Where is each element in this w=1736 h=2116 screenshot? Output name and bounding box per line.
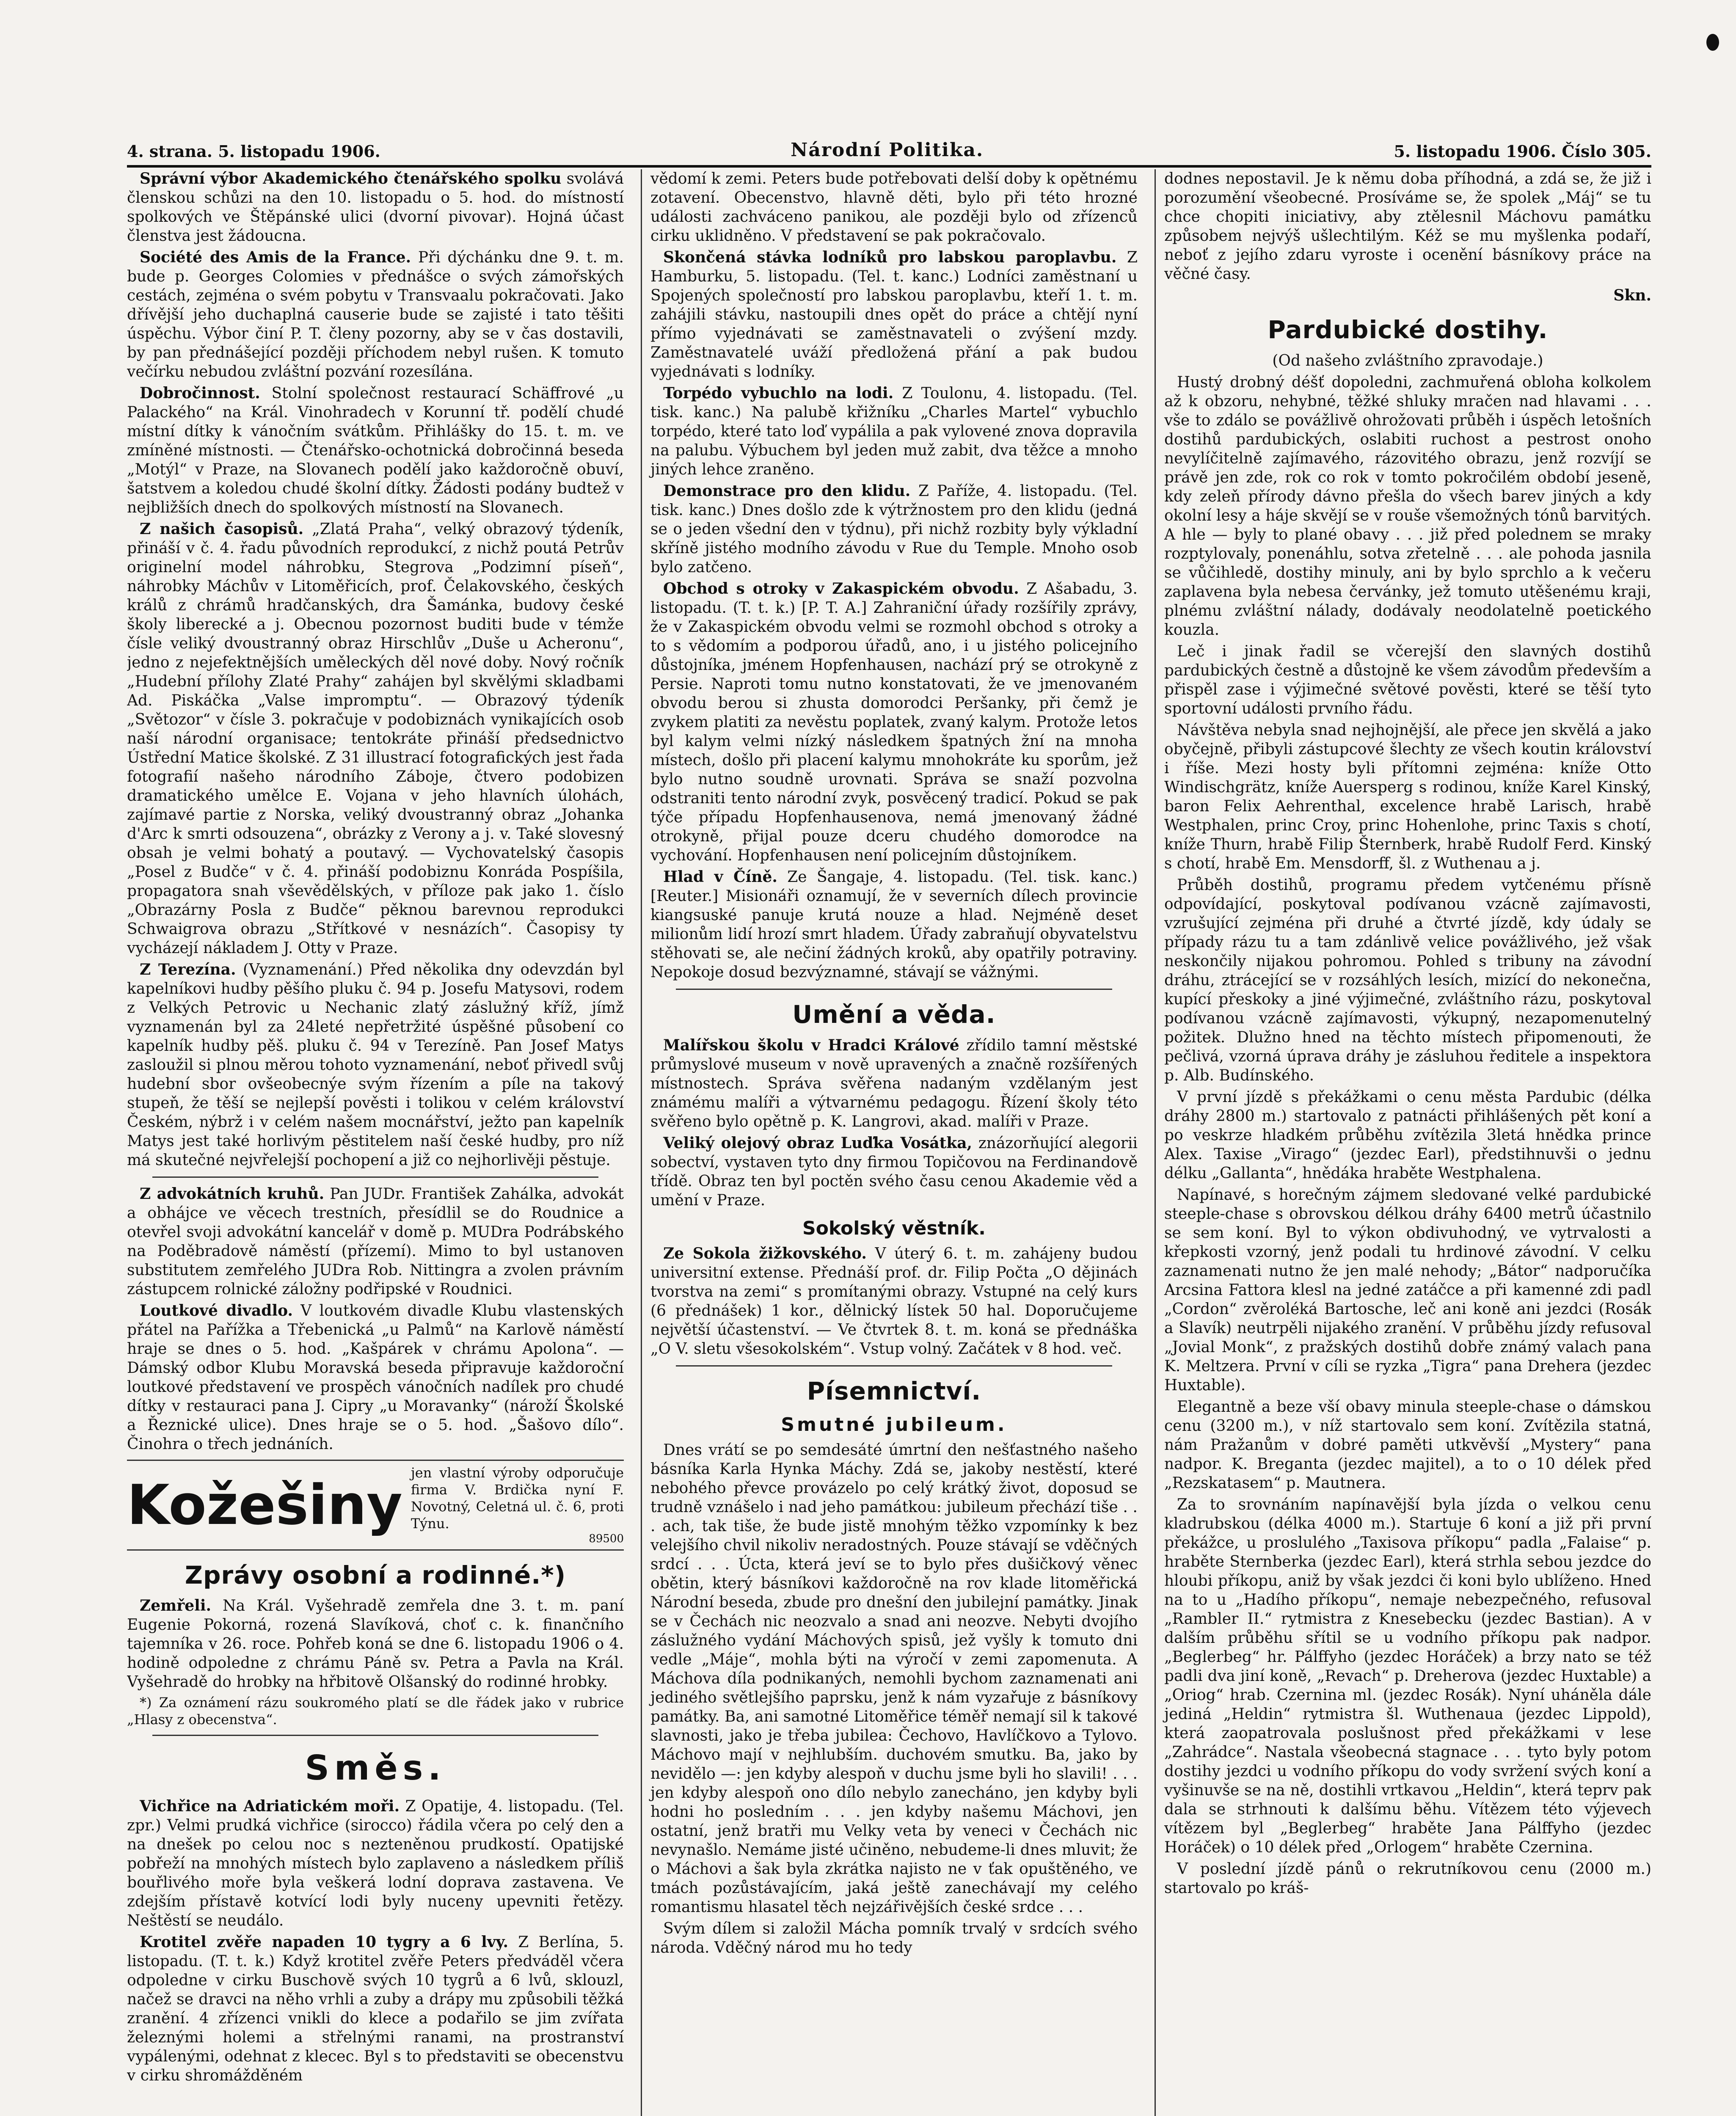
- divider: [152, 1176, 598, 1178]
- header-right: 5. listopadu 1906. Číslo 305.: [1394, 142, 1651, 161]
- article: Zemřeli. Na Král. Vyšehradě zemřela dne 3. t. m. paní Eugenie Pokorná, rozená Slavíková, choť c. k. finančního tajemníka v 26. roce. Pohřeb koná se dne 6. listopadu 1906 o 4. hodině odpoledne z chrámu Páně sv. Petra a Pavla na Král. Vyšehradě do hrobky na hřbitově Olšanský do rodinné hrobky.: [127, 1597, 624, 1691]
- article: Za to srovnáním napínavější byla jízda o velkou cenu kladrubskou (délka 4000 m.). Startuje 6 koní a již při první překážce, u proslulého „Taxisova příkopu“ padla „Falaise“ p. hraběte Sternberka (jezdec Earl), která strhla sebou jezdce do hloubi příkopu, aniž by však jezdci či koni bylo ublíženo. Hned na to u „Hadího příkopu“, nemaje nebezpečného, refusoval „Rambler II.“ rytmistra z Knesebecku (jezdec Bastian). A v dalším průběhu sřítil se u vodního příkopu pak nadpor. „Beglerbeg“ hr. Pálffyho (jezdec Horáček) a brzy nato se též padli dva jiní koně, „Revach“ p. Dreherova (jezdec Huxtable) a „Oriog“ hrab. Czernina ml. (jezdec Rosák). Nyní uháněla dále jediná „Heldin“ rytmistra šl. Wuthenaua (jezdec Lippold), která zaopatrovala poslušnost před překážkami v lese „Zahrádce“. Nastala všeobecná stagnace . . . tyto byly potom dostihy jezdci u vodního příkopu do vody svržení svých koní a vyšinuvše se na ně, dostihli vrtkavou „Heldin“, která teprv pak dala se strhnouti k dalšímu běhu. Vítězem této výjevech vítězem byl „Beglerbeg“ hraběte Jana Pálffyho (jezdec Horáček) o 10 délek před „Orlogem“ hraběte Czernina.: [1164, 1496, 1651, 1856]
- signature: Skn.: [1613, 287, 1651, 304]
- section-heading: Sokolský věstník.: [802, 1217, 986, 1239]
- article: Krotitel zvěře napaden 10 tygry a 6 lvy. Z Berlína, 5. listopadu. (T. t. k.) Když krotitel zvěře Peters předváděl včera odpoledne v cirku Buschově svých 10 tygrů a 6 lvů, sklouzl, načež se dravci na něho vrhli a zuby a drápy mu způsobili těžká zranění. 4 zřízenci vnikli do klece a podařilo se jim zvířata železnými holemi a střelnými ranami, na prostranství vypálenými, odehnat z klecec. Byl s to představiti se obecenstvu v cirku shromážděném: [127, 1933, 624, 2084]
- article: Z Terezína. (Vyznamenání.) Před několika dny odevzdán byl kapelníkovi hudby pěšího pluku č. 94 p. Josefu Matysovi, rodem z Velkých Petrovic u Nechanic zlatý záslužný kříž, jímž vyznamenán byl za 24leté nepřetržité úspěšné působení co kapelník hudby pěš. pluku č. 94 v Terezíně. Pan Josef Matys zasloužil si plnou měrou tohoto vyznamenání, neboť přivedl svůj hudební sbor ovšeobecnýe svým řízením a píle na takový stupeň, že těší se nejlepší pověsti i tolikou v celém království Českém, nýbrž i v celém našem mocnářství, ježto pan kapelník Matys jest také horlivým pěstitelem naší české hudby, pro níž má skutečné nejvřelejší pochopení a již co nejhorlivěji pěstuje.: [127, 961, 624, 1169]
- article: Dobročinnost. Stolní společnost restaurací Schäffrové „u Palackého“ na Král. Vinohradech v Korunní tř. podělí chudé místní dítky k vánočním svátkům. Přihlášky do 15. t. m. ve zmíněné místnosti. — Čtenářsko-ochotnická dobročinná beseda „Motýl“ v Praze, na Slovanech podělí jako každoročně obuví, šatstvem a koledou chudé školní dítky. Žádosti podány budtež v nejbližších dnech do spolkových místností na Slovanech.: [127, 384, 624, 516]
- footnote: *) Za oznámení rázu soukromého platí se dle řádek jako v rubrice „Hlasy z obecenstva“.: [127, 1694, 624, 1728]
- advertisement: [127, 1460, 624, 1551]
- article: Z našich časopisů. „Zlatá Praha“, velký obrazový týdeník, přináší v č. 4. řadu původních reprodukcí, z nichž poutá Petrův originelní model náhrobku, Stegrova „Podzimní píseň“, náhrobky Máchův v Litoměřicích, prof. Čelakovského, českých králů z chrámů hradčanských, dra Šamánka, budovy české školy liberecké a j. Obecnou pozornost buditi bude v témže čísle veliký dvoustranný obraz Hirschlův „Duše u Acheronu“, jedno z nejefektnějších uměleckých děl nové doby. Nový ročník „Hudební přílohy Zlaté Prahy“ zahájen byl skvělými skladbami Ad. Piskáčka „Valse impromptu“. — Obrazový týdeník „Světozor“ v čísle 3. pokračuje v podobiznách vynikajících osob naší národní organisace; tentokráte přináší předsednictvo Ústřední Matice školské. Z 31 illustrací fotografických jest řada fotografií našeho národního Záboje, čtvero podobizen dramatického umělce E. Vojana v jeho hlavních úlohách, zajímavé partie z Norska, veliký dvoustranný obraz „Johanka d'Arc k smrti odsouzena“, obrázky z Verony a j. v. Také slovesný obsah je velmi bohatý a poutavý. — Vychovatelský časopis „Posel z Budče“ v č. 4. přináší podobiznu Konráda Pospíšila, propagatora snah vševědělských, v příloze pak jako 1. číslo „Obrazárny Posla z Budče“ pěknou barevnou reprodukci Schwaigrova obrazu „Střítkové v nesnázích“. Časopisy ty vycházejí nákladem J. Otty v Praze.: [127, 520, 624, 957]
- ad-number: 89500: [589, 1532, 624, 1545]
- article: vědomí k zemi. Peters bude potřebovati delší doby k opětnému zotavení. Obecenstvo, hlavně děti, bylo při této hrozné události zachváceno panikou, ale později bylo od zřízenců cirku uklidněno. V představení se pak pokračovalo.: [650, 170, 1138, 245]
- article: Skončená stávka lodníků pro labskou paroplavbu. Z Hamburku, 5. listopadu. (Tel. t. kanc.) Lodníci zaměstnaní u Spojených společností pro labskou paroplavbu, kteří 1. t. m. zahájili stávku, nastoupili dnes opět do práce a chtějí nyní přímo vyjednávati se zaměstnavateli o zvýšení mzdy. Zaměstnavatelé uváží předložená přání a pak budou vyjednávati s lodníky.: [650, 248, 1138, 380]
- section-heading: Písemnictví.: [807, 1376, 981, 1405]
- article-title: Smutné jubileum.: [781, 1414, 1007, 1435]
- columns: [127, 169, 1651, 2116]
- column-1: [127, 169, 624, 2116]
- divider: [676, 989, 1112, 990]
- article: Veliký olejový obraz Luďka Vosátka, znázorňující alegorii sobectví, vystaven tyto dny firmou Topičovou na Ferdinandově třídě. Obraz ten byl poctěn svého času cenou Akademie věd a umění v Praze.: [650, 1134, 1138, 1209]
- ad-headline: Kožešiny: [127, 1473, 402, 1537]
- article: V poslední jízdě pánů o rekrutníkovou cenu (2000 m.) startovalo po kráš-: [1164, 1860, 1651, 1897]
- article: Hlad v Číně. Ze Šangaje, 4. listopadu. (Tel. tisk. kanc.) [Reuter.] Misionáři oznamují, že v severních dílech provincie kiangsuské panuje krutá nouze a hlad. Nejméně deset milionům lidí hrozí smrt hladem. Úřady zabraňují obyvatelstvu stěhovati se, ale nečiní žádných kroků, aby opatřily potraviny. Nepokoje dosud bezvýznamné, stávají se vážnými.: [650, 868, 1138, 981]
- article: Elegantně a beze vší obavy minula steeple-chase o dámskou cenu (3200 m.), v níž startovalo sem koní. Zvítězila statná, nám Pražanům v dobré paměti utkvěvší „Mystery“ pana nadpor. K. Breganta (jezdec majitel), a to o 10 délek před „Rezskatasem“ p. Mautnera.: [1164, 1398, 1651, 1492]
- article: Demonstrace pro den klidu. Z Paříže, 4. listopadu. (Tel. tisk. kanc.) Dnes došlo zde k výtržnostem pro den klidu (jedná se o jeden všední den v týdnu), při nichž rozbity byly výkladní skříně jistého modního závodu v Rue du Temple. Mnoho osob bylo zatčeno.: [650, 482, 1138, 576]
- section-heading: Zprávy osobní a rodinné.*): [185, 1560, 566, 1590]
- article: Svým dílem si založil Mácha pomník trvalý v srdcích svého národa. Vděčný národ mu ho tedy: [650, 1920, 1138, 1956]
- ink-speck: [1706, 34, 1719, 51]
- divider: [152, 1735, 598, 1736]
- article: V první jízdě s překážkami o cenu města Pardubic (délka dráhy 2800 m.) startovalo z patnácti přihlášených pět koní a po veskrze hladkém průběhu zvítězila 3letá hnědka prince Alex. Taxise „Virago“ (jezdec Earl), předstihnuvši o jednu délku „Gallanta“, hnědáka hraběte Westphalena.: [1164, 1088, 1651, 1182]
- ad-text: jen vlastní výroby odporučuje firma V. Brdička nyní F. Novotný, Celetná ul. č. 6, proti Týnu. 89500: [411, 1465, 624, 1545]
- article: Správní výbor Akademického čtenářského spolku svolává členskou schůzi na den 10. listopadu o 5. hod. do místností spolkových ve Štěpánské ulici (dvorní pivovar). Hojná účast členstva jest žádoucna.: [127, 170, 624, 245]
- article: dodnes nepostavil. Je k němu doba příhodná, a zdá se, že již i porozumění všeobecné. Prosíváme se, že spolek „Máj“ se tu chce chopiti iniciativy, aby ztělesnil Máchovu památku způsobem nejvýš ušlechtilým. Kéž se mu myšlenka podaří, neboť z jejího zdaru vyroste i ocenění básníkovy práce na věčné časy.: [1164, 170, 1651, 283]
- article: Návštěva nebyla snad nejhojnější, ale přece jen skvělá a jako obyčejně, přibyli zástupcové šlechty ze všech koutin království i říše. Mezi hosty byli přítomni zejména: kníže Otto Windischgrätz, kníže Auersperg s rodinou, kníže Karel Kinský, baron Felix Aehrenthal, excelence hrabě Larisch, hrabě Westphalen, princ Croy, princ Hohenlohe, princ Taxis s chotí, kníže Thurn, hrabě Filip Šternberk, hrabě Rudolf Ferd. Kinský s chotí, hrabě Em. Mensdorff, šl. z Wuthenau a j.: [1164, 721, 1651, 872]
- article: Průběh dostihů, programu předem vytčenému přísně odpovídající, poskytoval podívanou vzácně zajímavosti, vzrušující zejména při druhé a čtvrté jízdě, kdy údaly se případy rázu tu a tam zdánlivě velice povážlivého, jež však neskončily nijakou pohromou. Pohled s tribuny na závodní dráhu, ztrácející se v rozsáhlých lesích, mizící do nekonečna, kupící přeskoky a jiné výjimečné, zvláštního rázu, poskytoval podívanou vzácně zajímavosti, výkupný, nezapomenutelný požitek. Dlužno hned na těchto místech připomenouti, že pečlivá, vzorná úprava dráhy je zásluhou ředitele a inspektora p. Alb. Budínského.: [1164, 876, 1651, 1084]
- article: Vichřice na Adriatickém moři. Z Opatije, 4. listopadu. (Tel. zpr.) Velmi prudká vichřice (sirocco) řádila včera po celý den a na dnešek po celou noc s nezteněnou prudkostí. Opatijské pobřeží na mnohých místech bylo zaplaveno a následkem příliš bouřlivého moře byla veškerá lodní doprava zastavena. Ve zdejším přístavě kotvící lodi byly nuceny upevniti řetězy. Neštěstí se neudálo.: [127, 1797, 624, 1929]
- article: Ze Sokola žižkovského. V úterý 6. t. m. zahájeny budou universitní extense. Přednáší prof. dr. Filip Počta „O dějinách tvorstva na zemi“ s promítanými obrazy. Vstupné na celý kurs (6 přednášek) 1 kor., dělnický lístek 50 hal. Doporučujeme největší účastenství. — Ve čtvrtek 8. t. m. koná se přednáška „O V. sletu všesokolském“. Vstup volný. Začátek v 8 hod. več.: [650, 1244, 1138, 1358]
- header-left: 4. strana. 5. listopadu 1906.: [127, 142, 380, 161]
- column-3: [1155, 169, 1651, 2116]
- page-header: [127, 127, 1651, 168]
- subheading: (Od našeho zvláštního zpravodaje.): [1272, 352, 1543, 369]
- article: Malířskou školu v Hradci Králové zřídilo tamní městské průmyslové museum v nově upravených a značně rozšířených místnostech. Správa svěřena nadaným vzdělaným jest známému malíři a výtvarnému pedagogu. Řízení školy této svěřeno bylo opětně p. K. Langrovi, akad. malíři v Praze.: [650, 1036, 1138, 1130]
- divider: [676, 1365, 1112, 1367]
- article: Loutkové divadlo. V loutkovém divadle Klubu vlastenských přátel na Pařížka a Třebenická „u Palmů“ na Karlově náměstí hraje se dnes o 5. hod. „Kašpárek v chrámu Apolona“. — Dámský odbor Klubu Moravská beseda připravuje každoroční loutkové představení ve prospěch vánočních nadílek pro chudé dítky v restauraci pana J. Cipry „u Moravanky“ (nároží Školské a Řeznické ulice). Dnes hraje se o 5. hod. „Šašovo dílo“. Činohra o třech jednáních.: [127, 1302, 624, 1453]
- column-2: [641, 169, 1138, 2116]
- section-heading: Pardubické dostihy.: [1268, 315, 1548, 344]
- article: Napínavé, s horečným zájmem sledované velké pardubické steeple-chase s obrovskou délkou dráhy 6400 metrů účastnilo se sem koní. Byl to výkon obdivuhodný, ve vytrvalosti a křepkosti vzorný, jenž podali tu hrdinové závodní. V celku zaznamenati nutno že jen malé nehody; „Bátor“ nadporučíka Arcsina Fattora klesl na jedné zatáčce a při kamenné zdi padl „Cordon“ zvěroléká Bartosche, leč ani koně ani jezdci (Rosák a Slavík) neutrpěli nijakého zranění. V průběhu jízdy refusoval „Jovial Monk“, z pražských dostihů dobře známý valach pana K. Meltzera. První v cíli se ryzka „Tigra“ pana Drehera (jezdec Huxtable).: [1164, 1186, 1651, 1394]
- article: Torpédo vybuchlo na lodi. Z Toulonu, 4. listopadu. (Tel. tisk. kanc.) Na palubě křižníku „Charles Martel“ vybuchlo torpédo, které tato loď vypálila a pak vylovené znova dopravila na palubu. Výbuchem byl jeden muž zabit, dva těžce a mnoho jiných lehce zraněno.: [650, 384, 1138, 478]
- article: Société des Amis de la France. Při dýchánku dne 9. t. m. bude p. Georges Colomies v přednášce o svých zámořských cestách, zejména o svém pobytu v Transvaalu pokračovati. Jako dřívější jeho duchaplná causerie bude se zajisté i tato těšiti úspěchu. Výbor činí P. T. členy pozorny, aby se v čas dostavili, by pan přednášející později příchodem nebyl rušen. K tomuto večírku nebudou zvláštní pozvání rozesílána.: [127, 248, 624, 380]
- article: Dnes vrátí se po semdesáté úmrtní den nešťastného našeho básníka Karla Hynka Máchy. Zdá se, jakoby nestěstí, které nebohého převce provázelo po celý krátký život, doposud se trudně vznášelo i nad jeho památkou: jubileum přechází tiše . . . ach, tak tiše, že bude jistě mnohým těžko vzpomínky k bez velejšího chvil nikoliv neradostných. Pouze stávají se vděčných srdcí . . . Úcta, která jeví se to bylo přes dušičkový věnec obětin, který básníkovi každoročně na rov klade litoměřická Národní beseda, zbude pro dnešní den jubilejní památky. Jinak se v Čechách nic neozvalo a snad ani neozve. Nebyti dvojího záslužného vydání Máchových spisů, jež vyšly k tomuto dni vedle „Máje“, mohla býti na výročí v zemi zapomenuta. A Máchova díla podnikaných, nemohli bychom zaznamenati ani jediného světlejšího paprsku, jenž k nám vyzařuje z básníkovy památky. Ba, ani samotné Litoměřice téměř nemají sil k takové slavnosti, jako je třeba jubilea: Čechovo, Havlíčkovo a Tylovo. Máchovo mají v nejhlubším. duchovém smutku. Ba, jako by nevidělo —: jen kdyby alespoň v duchu jsme byli ho slavili! . . . jen kdyby alespoň ono dílo nebylo zanecháno, jen kdyby byli hodni ho posledním . . . jen kdyby našemu Máchovi, jen ostatní, jenž bratři mu Velky veta by veneci v Čechách nic nevynašlo. Nemáme jisté učiněno, nebudeme-li dnes mluvit; že o Máchovi a šak byla zkrátka najisto ne v ťak opuštěného, ve tmách pozůstávajícím, jaká ještě zanechávají my celého romantismu hlasatel těch nejzářivějších české srdce . . .: [650, 1441, 1138, 1916]
- article: Obchod s otroky v Zakaspickém obvodu. Z Ašabadu, 3. listopadu. (T. t. k.) [P. T. A.] Zahraniční úřady rozšířily zprávy, že v Zakaspickém obvodu velmi se rozmohl obchod s otroky a to s vědomím a podporou úřadů, ano, i u jistého policejního důstojníka, jménem Hopfenhausen, nachází prý se otrokyně z Persie. Naproti tomu nutno konstatovati, že ve jmenovaném obvodu berou si zhusta domorodci Peršanky, při čemž je zvykem platiti za nevěstu poplatek, zvaný kalym. Protože letos byl kalym velmi nízký následkem špatných žní na mnoha místech, došlo při placení kalymu mnohokráte ku sporům, jež bylo nutno soudně urovnati. Správa se snaží pozvolna odstraniti tento národní zvyk, posvěcený tradicí. Pokud se pak týče případu Hopfenhausenova, nemá jmenovaný žádné otrokyně, přijal pouze dceru chudého domorodce na vychování. Hopfenhausen není policejním důstojníkem.: [650, 580, 1138, 864]
- section-heading: Umění a věda.: [792, 1000, 996, 1029]
- masthead-title: Národní Politika.: [791, 139, 984, 161]
- article: Leč i jinak řadil se včerejší den slavných dostihů pardubických čestně a důstojně ke všem závodům především a přispěl zase i výjimečné světové pověsti, které se těší tyto sportovní události prvního řádu.: [1164, 642, 1651, 717]
- section-heading: Směs.: [305, 1748, 446, 1788]
- article: Z advokátních kruhů. Pan JUDr. František Zahálka, advokát a obhájce ve věcech trestních, přesídlil se do Roudnice a otevřel svoji advokátní kancelář v domě p. MUDra Podrábského na Poděbradově náměstí (přízemí). Mimo to byl ustanoven substitutem zemřelého JUDra Rob. Nittingra a zvolen právním zástupcem rolnické záložny podřipské v Roudnici.: [127, 1185, 624, 1298]
- article: Hustý drobný déšť dopoledni, zachmuřená obloha kolkolem až k obzoru, nehybné, těžké shluky mračen nad hlavami . . . vše to zdálo se povážlivě ohrožovati průběh i úspěch letošních dostihů pardubických, oslabiti ruchost a pestrost onoho nevylíčitelně zajímavého, rázovitého obrazu, jenž rozvíjí se právě jen zde, rok co rok v tomto pokročilém období jeseně, kdy zeleň přírody dávno přešla do všech barev jiných a kdy okolní lesy a háje skvějí se v rouše všemožných tónů barvitých. A hle — byly to plané obavy . . . již před polednem se mraky rozptylovaly, ponenáhlu, sotva zřetelně . . . ale pohoda jasnila se vůčihledě, dostihy minuly, ani by bylo sprchlo a k večeru zaplavena byla nebesa červánky, jež tomuto utěšenému kraji, plnému zvláštní nálady, dodávaly neodolatelně poetického kouzla.: [1164, 373, 1651, 639]
